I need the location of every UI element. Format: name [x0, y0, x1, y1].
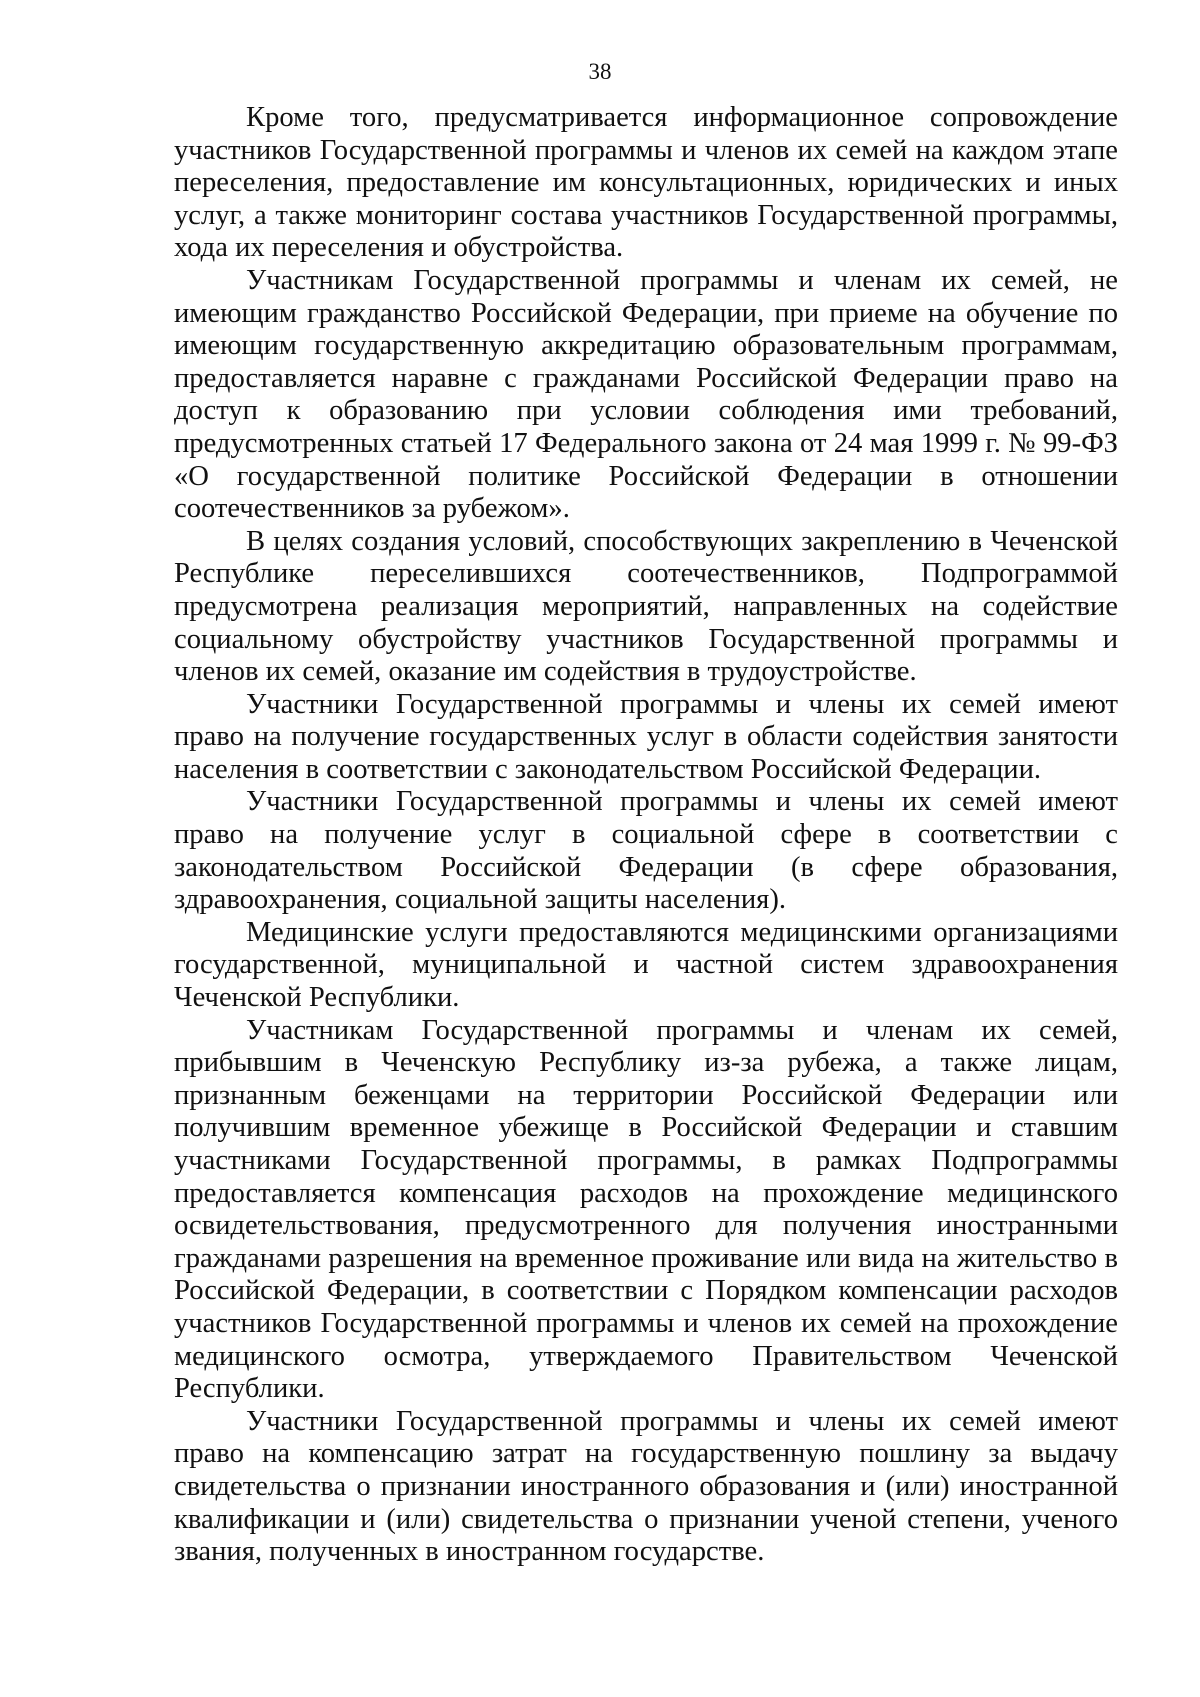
paragraph-social-settlement: В целях создания условий, способствующих закреплению в Чеченской Республике переселившихся соотечественников, Подпрограммой предусмотрена реализация мероприятий, направленных на содействие социальному обустройству участников Государственной программы и членов их семей, оказание им содействия в трудоустройстве. — [174, 525, 1118, 688]
paragraph-information-support: Кроме того, предусматривается информационное сопровождение участников Государственной программы и членов их семей на каждом этапе переселения, предоставление им консультационных, юридических и иных услуг, а также мониторинг состава участников Государственной программы, хода их переселения и обустройства. — [174, 102, 1118, 264]
paragraph-fee-compensation: Участники Государственной программы и члены их семей имеют право на компенсацию затрат на государственную пошлину за выдачу свидетельства о признании иностранного образования и (или) иностранной квалификации и (или) свидетельства о признании ученой степени, ученого звания, полученных в иностранном государстве. — [174, 1405, 1118, 1568]
document-body — [174, 102, 1118, 1569]
paragraph-employment-services: Участники Государственной программы и члены их семей имеют право на получение государственных услуг в области содействия занятости населения в соответствии с законодательством Российской Федерации. — [174, 688, 1118, 785]
paragraph-education-access: Участникам Государственной программы и членам их семей, не имеющим гражданство Российской Федерации, при приеме на обучение по имеющим государственную аккредитацию образовательным программам, предоставляется наравне с гражданами Российской Федерации право на доступ к образованию при условии соблюдения ими требований, предусмотренных статьей 17 Федерального закона от 24 мая 1999 г. № 99-ФЗ «О государственной политике Российской Федерации в отношении соотечественников за рубежом». — [174, 264, 1118, 525]
paragraph-social-services: Участники Государственной программы и члены их семей имеют право на получение услуг в социальной сфере в соответствии с законодательством Российской Федерации (в сфере образования, здравоохранения, социальной защиты населения). — [174, 786, 1118, 916]
paragraph-medical-compensation: Участникам Государственной программы и членам их семей, прибывшим в Чеченскую Республику из-за рубежа, а также лицам, признанным беженцами на территории Российской Федерации или получившим временное убежище в Российской Федерации и ставшим участниками Государственной программы, в рамках Подпрограммы предоставляется компенсация расходов на прохождение медицинского освидетельствования, предусмотренного для получения иностранными гражданами разрешения на временное проживание или вида на жительство в Российской Федерации, в соответствии с Порядком компенсации расходов участников Государственной программы и членов их семей на прохождение медицинского осмотра, утверждаемого Правительством Чеченской Республики. — [174, 1014, 1118, 1405]
paragraph-medical-services: Медицинские услуги предоставляются медицинскими организациями государственной, муниципальной и частной систем здравоохранения Чеченской Республики. — [174, 916, 1118, 1014]
page-number: 38 — [588, 59, 612, 84]
